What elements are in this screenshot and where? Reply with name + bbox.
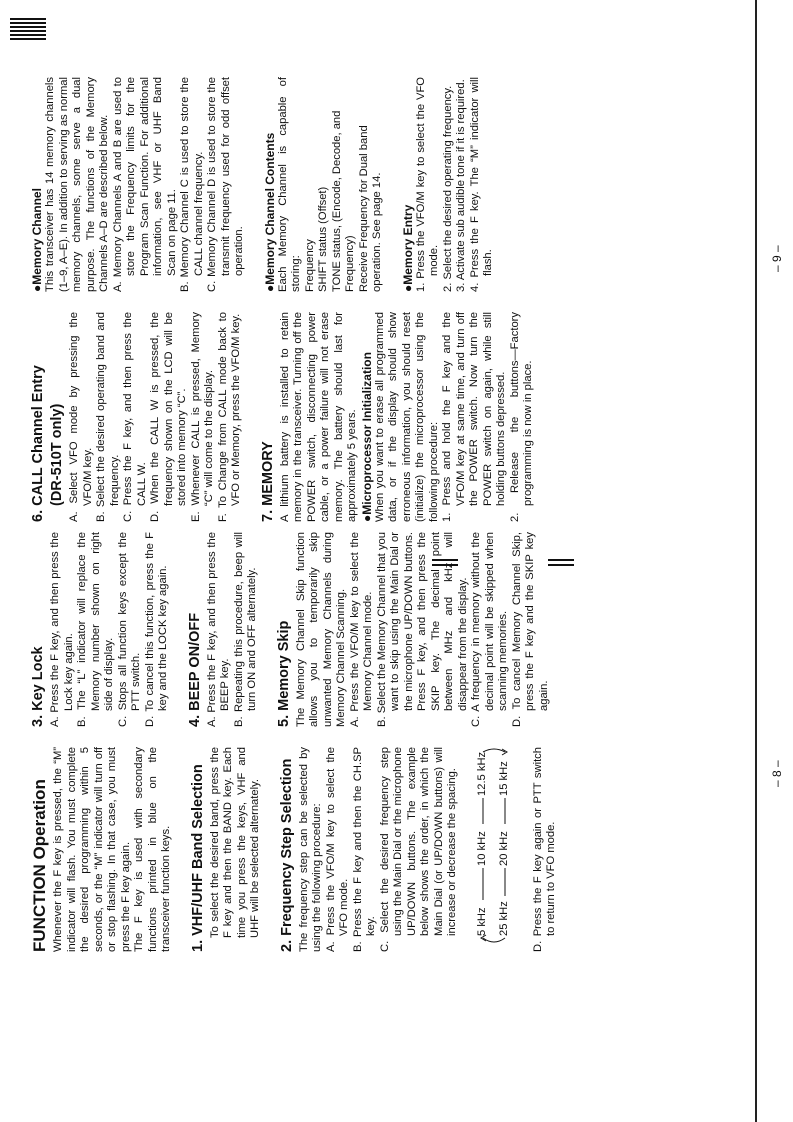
contents-line-1: Frequency <box>303 239 316 292</box>
step-20khz: 20 kHz <box>497 831 510 866</box>
memory-entry-title: ●Memory Entry <box>400 204 415 292</box>
key-lock-item-d: D. To cancel this function, press the F key and the LOCK key again. <box>143 532 169 727</box>
memory-entry-item-3: 3. Activate sub audible tone if it is required. <box>455 79 467 292</box>
microprocessor-init-title: ●Microprocessor Initialization <box>359 352 374 522</box>
page-number-right: – 9 – <box>770 245 784 272</box>
binding-mark <box>10 16 46 40</box>
beep-title: 4. BEEP ON/OFF <box>186 612 203 727</box>
column-3 <box>30 312 552 522</box>
key-lock-title: 3. Key Lock <box>30 646 46 727</box>
call-item-e: E. Whenever CALL is pressed, Memory “C” will come to the display. <box>189 312 215 522</box>
page-number-left: – 8 – <box>770 760 784 787</box>
step-cycle-diagram <box>474 747 516 946</box>
memory-skip-item-a: A. Press the VFO/M key to select the Memory Channel mode. <box>348 532 374 727</box>
call-item-a: A. Select VFO mode by pressing the VFO/M key. <box>68 312 94 522</box>
memory-item-1: 1. Press and hold the F key and the VFO/M key at same time, and turn off the POWER switch. Now turn the POWER switch on again, while still holding buttons depressed. <box>441 312 507 522</box>
key-lock-item-c: C. Stops all function keys except the PTT switch. <box>116 532 142 727</box>
memory-skip-intro: The Memory Channel Skip function allows you to temporarily skip unwanted Memory Channels during Memory Channel Scanning. <box>294 532 347 727</box>
column-2 <box>30 532 567 727</box>
memory-title: 7. MEMORY <box>259 441 276 522</box>
step-10khz: 10 kHz <box>475 831 488 866</box>
call-item-f: F. To Change from CALL mode back to VFO or Memory, press the VFO/M key. <box>216 312 242 522</box>
memory-channel-item-b: B. Memory Channel C is used to store the CALL channel frequency. <box>179 77 205 292</box>
freq-step-item-c: C. Select the desired frequency step using the Main Dial or the microphone UP/DOWN buttons. The example below shows the order, in which the Main Dial (or UP/DOWN buttons) will increase or decrease the spacing. <box>378 747 458 952</box>
memory-entry-item-1: 1. Press the VFO/M key to select the VFO mode. <box>414 77 440 292</box>
memory-contents-title: ●Memory Channel Contents <box>262 132 277 292</box>
memory-entry-item-4: 4. Press the F key. The “M” indicator will flash. <box>468 77 494 292</box>
function-operation-body: Whenever the F key is pressed, the “M” indicator will flash. You must complete the desired programming within 5 seconds, or the “M” indicator will turn off or stop flashing. In that case, you must press the F key again. <box>52 747 132 952</box>
memory-entry-item-2: 2. Select the desired operating frequency. <box>441 85 454 292</box>
contents-line-2: SHIFT status (Offset) <box>317 186 329 292</box>
freq-step-item-a: A. Press the VFO/M key to select the VFO mode. <box>324 747 350 952</box>
freq-step-item-b: B. Press the F key and then the CH.SP key. <box>351 747 377 952</box>
step-12-5khz: 12.5 kHz <box>475 751 488 796</box>
contents-line-4: Receive Frequency for Dual band operation. See page 14. <box>357 125 383 292</box>
freq-step-item-d: D. Press the F key again or PTT switch to return to VFO mode. <box>531 747 557 952</box>
freq-step-title: 2. Frequency Step Selection <box>278 758 295 952</box>
call-channel-subtitle: (DR-510T only) <box>49 403 65 506</box>
bottom-rule <box>755 0 757 1122</box>
column-1 <box>30 747 575 952</box>
step-5khz: 5 kHz <box>475 907 488 936</box>
function-operation-title: FUNCTION Operation <box>30 779 49 952</box>
memory-skip-item-b: B. Select the Memory Channel that you want to skip using the Main Dial or the microphone UP/DOWN buttons. Press F key, and then press the SKIP key. The decimal point between MHz and kHz will disappear from the display. <box>375 532 469 727</box>
memory-body: A lithium battery is installed to retain memory in the transceiver. Turning off the POWER switch, disconnecting power cable, or a power failure will not erase memory. The battery should last for approximately 5 years. <box>278 312 358 522</box>
memory-channel-item-a: A. Memory Channels A and B are used to store the Frequency limits for the Program Scan Function. For additional information, see VHF or UHF Band Scan on page 11. <box>111 77 178 292</box>
function-operation-body2: The F key is used with secondary functions printed in blue on the transceiver function keys. <box>133 747 172 952</box>
memory-contents-intro: Each Memory Channel is capable of storing: <box>276 77 302 292</box>
microprocessor-init-body: When you want to erase all programmed data, or if the display should show erroneous information, you should reset (initialize) the microprocessor using the following procedure: <box>373 312 440 522</box>
key-lock-item-a: A. Press the F key, and then press the Lock key again. <box>49 532 75 727</box>
memory-channel-title: ●Memory Channel <box>30 188 44 292</box>
band-selection-body: To select the desired band, press the F key and then the BAND key. Each time you press the keys, VHF and UHF will be selected alternately. <box>208 747 261 938</box>
call-item-d: D. When the CALL W is pressed, the frequency shown on the LCD will be stored into memory “C”. <box>149 312 188 522</box>
memory-skip-title: 5. Memory Skip <box>275 620 292 727</box>
beep-item-b: B. Repeating this procedure, beep will turn ON and OFF alternately. <box>232 532 258 727</box>
step-25khz: 25 kHz <box>497 901 510 936</box>
call-channel-title: 6. CALL Channel Entry <box>30 365 46 522</box>
step-cycle-arrows <box>474 746 516 946</box>
memory-channel-body: This transceiver has 14 memory channels (1–9, A–E). In addition to serving as normal memory channels, some serve a dual purpose. The functions of the Memory Channels A–D are described below. <box>44 77 110 292</box>
freq-step-intro: The frequency step can be selected by using the following procedure: <box>297 747 323 952</box>
contents-line-3: TONE status, (Encode, Decode, and Frequency) <box>330 110 356 292</box>
call-item-b: B. Select the desired operating band and frequency. <box>95 312 121 522</box>
memory-skip-item-d: D. To cancel Memory Channel Skip, press the F key and the SKIP key again. <box>510 532 550 727</box>
beep-item-a: A. Press the F key, and then press the BEEP key. <box>205 532 231 727</box>
column-4 <box>30 77 512 292</box>
step-15khz: 15 kHz <box>497 761 510 796</box>
key-lock-item-b: B. The “L” indicator will replace the Memory number shown on right side of display. <box>76 532 115 727</box>
call-item-c: C. Press the F key, and then press the CALL W. <box>122 312 148 522</box>
memory-skip-item-c: C. A frequency in memory without the decimal point will be skipped when scanning memories. <box>470 532 509 727</box>
memory-item-2: 2. Release the buttons—Factory programming is now in place. <box>508 312 534 522</box>
memory-channel-item-c: C. Memory Channel D is used to store the transmit frequency used for odd offset operation. <box>206 77 245 292</box>
band-selection-title: 1. VHF/UHF Band Selection <box>189 764 206 952</box>
